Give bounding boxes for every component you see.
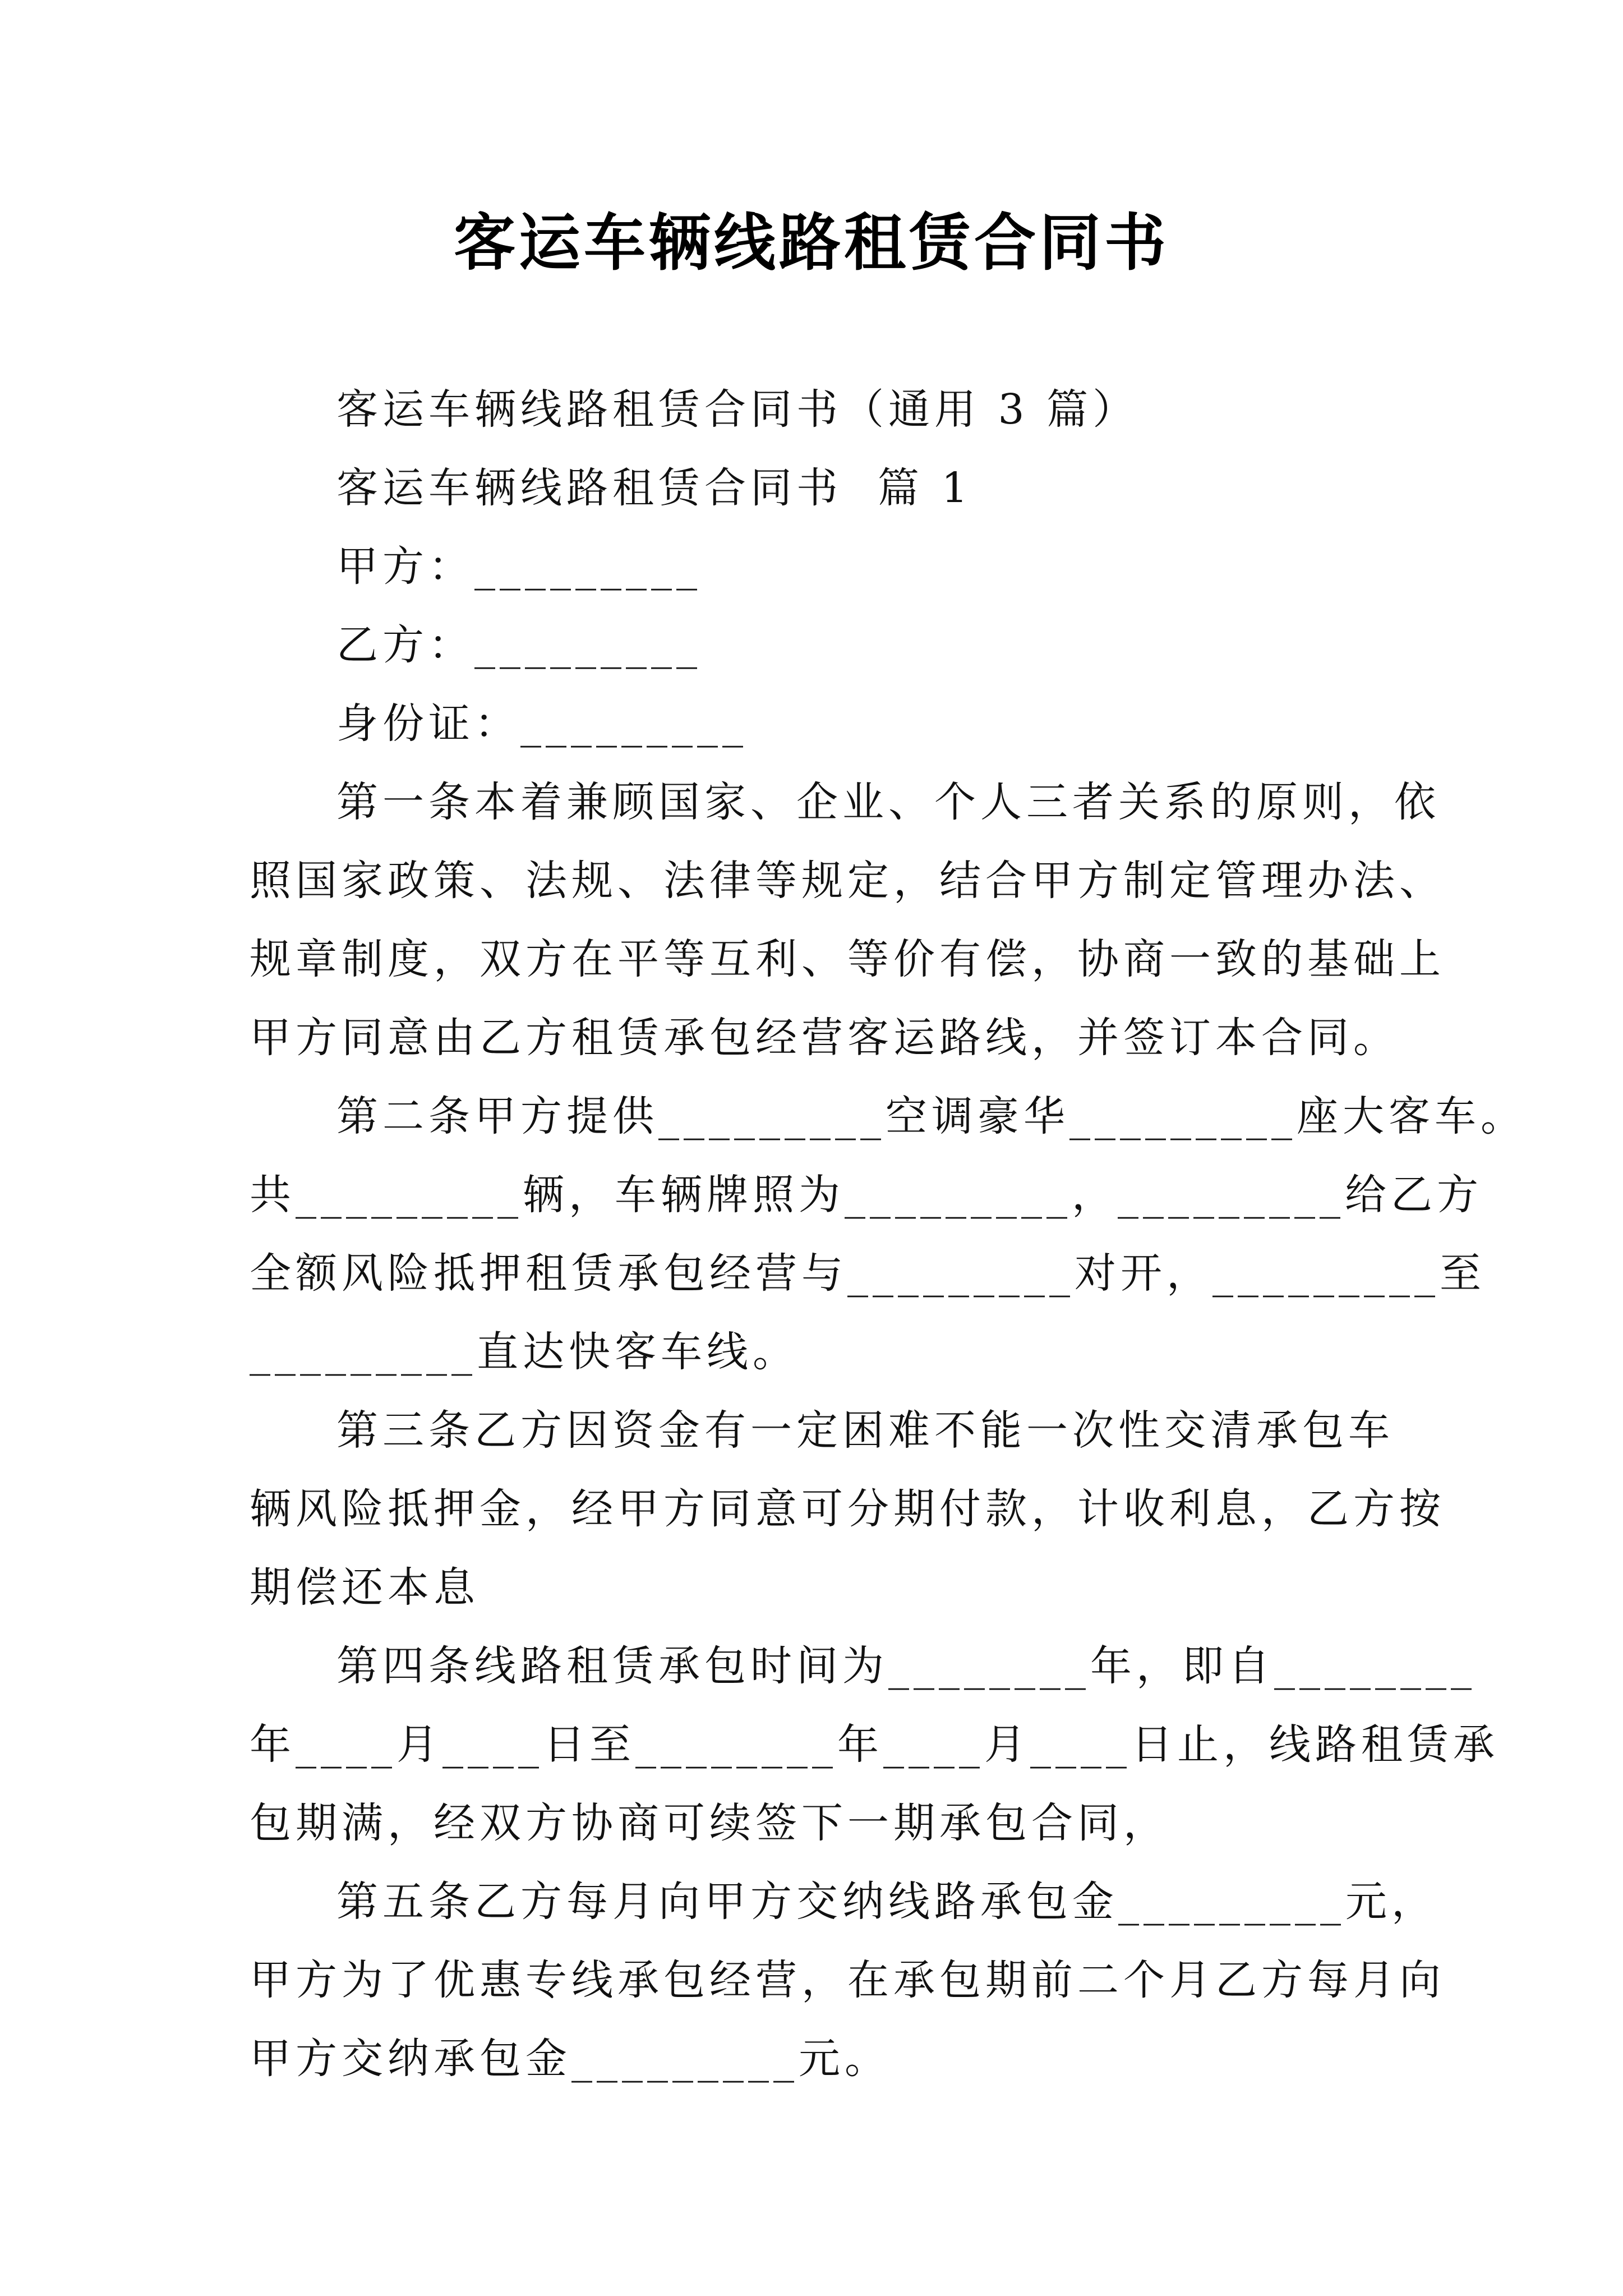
article-2-line-1: 第二条甲方提供_________空调豪华_________座大客车。 [336,1092,1527,1140]
article-4-line-1: 第四条线路租赁承包时间为________年，即自________ [336,1642,1476,1690]
article-2-line-3: 全额风险抵押租赁承包经营与_________对开，_________至 [250,1249,1486,1297]
article-3-line-1: 第三条乙方因资金有一定困难不能一次性交清承包车 [336,1406,1394,1455]
article-3-line-3: 期偿还本息 [250,1563,479,1612]
id-card-line: 身份证：_________ [336,700,748,748]
article-1-line-3: 规章制度，双方在平等互利、等价有偿，协商一致的基础上 [250,935,1445,983]
chapter-heading: 客运车辆线路租赁合同书 篇 1 [336,464,972,512]
party-b-line: 乙方：_________ [336,621,702,669]
article-2-line-2: 共_________辆，车辆牌照为_________，_________给乙方 [250,1171,1483,1219]
article-4-line-2: 年____月____日至________年____月____日止，线路租赁承 [250,1720,1499,1769]
article-5-line-3: 甲方交纳承包金_________元。 [250,2035,891,2083]
article-3-line-2: 辆风险抵押金，经甲方同意可分期付款，计收利息，乙方按 [250,1485,1445,1533]
article-2-line-4: _________直达快客车线。 [250,1328,799,1376]
article-5-line-1: 第五条乙方每月向甲方交纳线路承包金_________元， [336,1878,1437,1926]
article-1-line-1: 第一条本着兼顾国家、企业、个人三者关系的原则，依 [336,778,1440,826]
party-a-line: 甲方：_________ [336,542,702,591]
article-5-line-2: 甲方为了优惠专线承包经营，在承包期前二个月乙方每月向 [250,1956,1445,2004]
article-4-line-3: 包期满，经双方协商可续签下一期承包合同， [250,1799,1169,1847]
document-title: 客运车辆线路租赁合同书 [454,206,1169,279]
article-1-line-2: 照国家政策、法规、法律等规定，结合甲方制定管理办法、 [250,857,1445,905]
subtitle-line: 客运车辆线路租赁合同书（通用 3 篇） [336,385,1139,434]
article-1-line-4: 甲方同意由乙方租赁承包经营客运路线，并签订本合同。 [250,1014,1399,1062]
